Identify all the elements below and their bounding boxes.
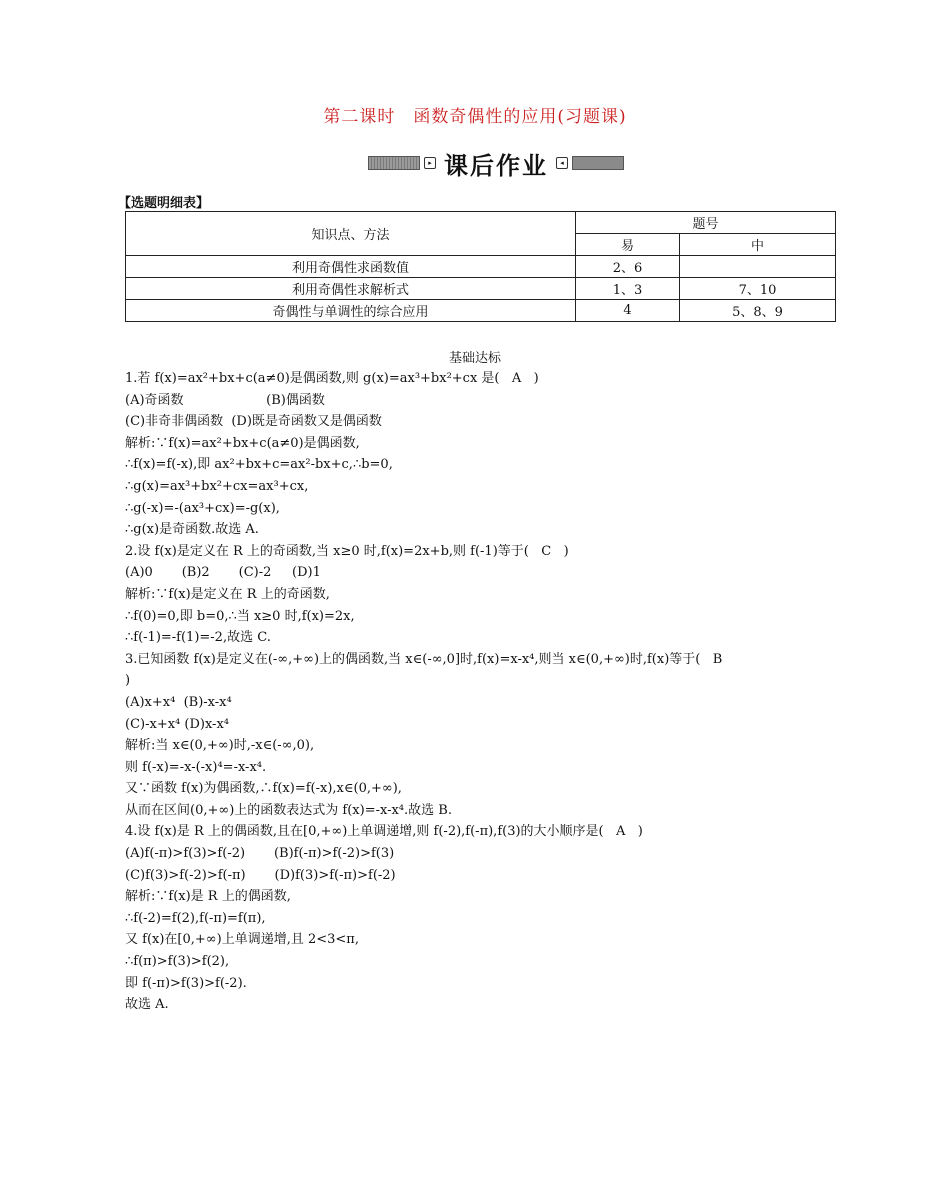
row-easy: 4 xyxy=(576,300,680,322)
row-medium: 5、8、9 xyxy=(680,300,836,322)
exercise-body xyxy=(125,368,825,1016)
text-line: ) xyxy=(125,673,131,689)
banner-left-knob-icon: ▸ xyxy=(424,157,436,169)
row-easy: 1、3 xyxy=(576,278,680,300)
text-line: ∴f(-2)=f(2),f(-π)=f(π), xyxy=(125,910,266,926)
row-topic: 利用奇偶性求函数值 xyxy=(126,256,576,278)
row-topic: 奇偶性与单调性的综合应用 xyxy=(126,300,576,322)
text-line: ∴f(π)>f(3)>f(2), xyxy=(125,954,230,970)
text-line: ∴g(x)是奇函数.故选 A. xyxy=(125,522,259,538)
text-line: 又∵函数 f(x)为偶函数,∴f(x)=f(-x),x∈(0,+∞), xyxy=(125,781,402,797)
text-line: 解析:∵f(x)=ax²+bx+c(a≠0)是偶函数, xyxy=(125,435,360,451)
banner-right-knob-icon: ◂ xyxy=(556,157,568,169)
text-line: 故选 A. xyxy=(125,997,169,1013)
row-medium: 7、10 xyxy=(680,278,836,300)
text-line: (A)0 (B)2 (C)-2 (D)1 xyxy=(125,565,321,581)
text-line: 解析:当 x∈(0,+∞)时,-x∈(-∞,0), xyxy=(125,738,315,754)
text-line: (C)非奇非偶函数 (D)既是奇函数又是偶函数 xyxy=(125,414,382,430)
header-question-number: 题号 xyxy=(576,212,836,234)
text-line: 则 f(-x)=-x-(-x)⁴=-x-x⁴. xyxy=(125,759,267,775)
text-line: 解析:∵f(x)是 R 上的偶函数, xyxy=(125,889,291,905)
banner-label: 课后作业 xyxy=(444,151,548,180)
table-row xyxy=(126,256,836,278)
text-line: 1.若 f(x)=ax²+bx+c(a≠0)是偶函数,则 g(x)=ax³+bx²+cx 是( A ) xyxy=(125,371,539,386)
banner-left-bar xyxy=(368,156,420,170)
section-heading: 基础达标 xyxy=(448,351,501,366)
text-line: (A)奇函数 (B)偶函数 xyxy=(125,392,325,408)
text-line: 从而在区间(0,+∞)上的函数表达式为 f(x)=-x-x⁴.故选 B. xyxy=(125,802,452,818)
text-line: ∴g(x)=ax³+bx²+cx=ax³+cx, xyxy=(125,478,309,494)
row-easy: 2、6 xyxy=(576,256,680,278)
lesson-title: 第二课时 函数奇偶性的应用(习题课) xyxy=(323,107,627,127)
question-detail-table xyxy=(125,211,836,322)
text-line: 2.设 f(x)是定义在 R 上的奇函数,当 x≥0 时,f(x)=2x+b,则 f(-1)等于( C ) xyxy=(125,543,569,559)
text-line: 又 f(x)在[0,+∞)上单调递增,且 2<3<π, xyxy=(125,932,359,948)
row-medium xyxy=(680,256,836,278)
text-line: (A)x+x⁴ (B)-x-x⁴ xyxy=(125,694,232,710)
table-label: 【选题明细表】 xyxy=(118,196,210,211)
text-line: ∴f(-1)=-f(1)=-2,故选 C. xyxy=(125,630,271,646)
banner-right-bar xyxy=(572,156,624,170)
text-line: ∴g(-x)=-(ax³+cx)=-g(x), xyxy=(125,500,280,516)
text-line: (A)f(-π)>f(3)>f(-2) (B)f(-π)>f(-2)>f(3) xyxy=(125,846,395,862)
header-medium: 中 xyxy=(680,234,836,256)
table-row xyxy=(126,300,836,322)
header-topic: 知识点、方法 xyxy=(126,212,576,256)
text-line: ∴f(0)=0,即 b=0,∴当 x≥0 时,f(x)=2x, xyxy=(125,608,355,624)
text-line: 4.设 f(x)是 R 上的偶函数,且在[0,+∞)上单调递增,则 f(-2),f(-π),f(3)的大小顺序是( A ) xyxy=(125,824,643,840)
text-line: ∴f(x)=f(-x),即 ax²+bx+c=ax²-bx+c,∴b=0, xyxy=(125,457,393,473)
homework-banner xyxy=(368,148,624,178)
row-topic: 利用奇偶性求解析式 xyxy=(126,278,576,300)
text-line: 3.已知函数 f(x)是定义在(-∞,+∞)上的偶函数,当 x∈(-∞,0]时,f(x)=x-x⁴,则当 x∈(0,+∞)时,f(x)等于( B xyxy=(125,651,723,667)
text-line: (C)-x+x⁴ (D)x-x⁴ xyxy=(125,716,229,732)
text-line: (C)f(3)>f(-2)>f(-π) (D)f(3)>f(-π)>f(-2) xyxy=(125,867,396,883)
table-row xyxy=(126,278,836,300)
text-line: 解析:∵f(x)是定义在 R 上的奇函数, xyxy=(125,586,330,602)
text-line: 即 f(-π)>f(3)>f(-2). xyxy=(125,975,247,991)
header-easy: 易 xyxy=(576,234,680,256)
